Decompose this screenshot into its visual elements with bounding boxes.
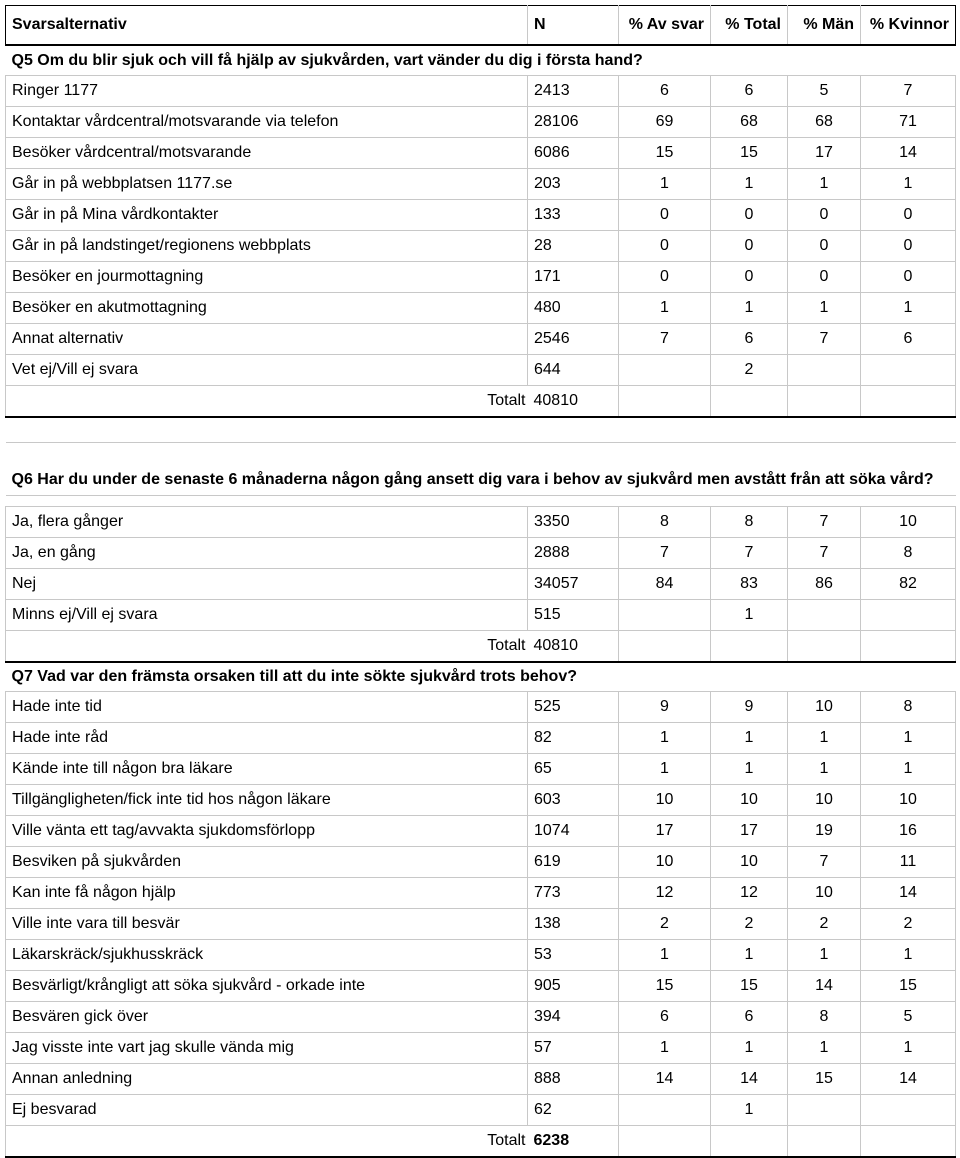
row-total: 6	[711, 76, 788, 107]
q6-total-empty-cell	[711, 631, 788, 663]
row-av-svar: 12	[619, 878, 711, 909]
q5-total-empty-cell	[788, 386, 861, 418]
row-n: 62	[528, 1095, 619, 1126]
row-n: 34057	[528, 569, 619, 600]
table-row	[6, 76, 956, 107]
row-kvinnor: 5	[861, 1002, 956, 1033]
q6-total-empty-cell	[861, 631, 956, 663]
row-total: 7	[711, 538, 788, 569]
row-kvinnor	[861, 1095, 956, 1126]
header-total: % Total	[711, 6, 788, 46]
row-total: 0	[711, 231, 788, 262]
row-man: 68	[788, 107, 861, 138]
row-n: 2546	[528, 324, 619, 355]
row-kvinnor: 1	[861, 169, 956, 200]
header-svarsalternativ: Svarsalternativ	[6, 6, 528, 46]
row-n: 171	[528, 262, 619, 293]
q5-total-empty-cell	[861, 386, 956, 418]
row-label: Går in på webbplatsen 1177.se	[6, 169, 528, 200]
row-av-svar: 8	[619, 507, 711, 538]
row-man: 1	[788, 1033, 861, 1064]
row-kvinnor: 0	[861, 200, 956, 231]
row-man	[788, 355, 861, 386]
row-label: Nej	[6, 569, 528, 600]
row-man: 0	[788, 262, 861, 293]
row-label: Kan inte få någon hjälp	[6, 878, 528, 909]
row-n: 57	[528, 1033, 619, 1064]
q7-total-label: Totalt	[6, 1126, 528, 1158]
row-man	[788, 600, 861, 631]
row-kvinnor: 15	[861, 971, 956, 1002]
row-n: 53	[528, 940, 619, 971]
row-n: 133	[528, 200, 619, 231]
row-av-svar: 7	[619, 538, 711, 569]
q5-total-value: 40810	[528, 386, 619, 418]
q7-total-empty-cell	[788, 1126, 861, 1158]
table-row	[6, 262, 956, 293]
row-total: 10	[711, 785, 788, 816]
row-label: Ej besvarad	[6, 1095, 528, 1126]
row-man: 1	[788, 940, 861, 971]
row-man: 7	[788, 507, 861, 538]
row-n: 525	[528, 692, 619, 723]
row-av-svar: 1	[619, 723, 711, 754]
row-man: 0	[788, 231, 861, 262]
row-label: Kontaktar vårdcentral/motsvarande via telefon	[6, 107, 528, 138]
row-kvinnor: 10	[861, 785, 956, 816]
row-kvinnor: 16	[861, 816, 956, 847]
row-av-svar: 7	[619, 324, 711, 355]
row-kvinnor: 14	[861, 878, 956, 909]
header-man: % Män	[788, 6, 861, 46]
row-av-svar: 10	[619, 847, 711, 878]
row-n: 203	[528, 169, 619, 200]
row-man: 7	[788, 538, 861, 569]
q5-total-empty-cell	[619, 386, 711, 418]
row-n: 138	[528, 909, 619, 940]
row-kvinnor: 10	[861, 507, 956, 538]
row-av-svar: 2	[619, 909, 711, 940]
table-row	[6, 723, 956, 754]
row-label: Hade inte tid	[6, 692, 528, 723]
q5-total-empty-cell	[711, 386, 788, 418]
q7-total-empty-cell	[861, 1126, 956, 1158]
row-n: 65	[528, 754, 619, 785]
row-av-svar: 69	[619, 107, 711, 138]
row-kvinnor: 1	[861, 723, 956, 754]
row-av-svar: 9	[619, 692, 711, 723]
row-kvinnor: 0	[861, 231, 956, 262]
row-label: Hade inte råd	[6, 723, 528, 754]
header-kvinnor: % Kvinnor	[861, 6, 956, 46]
row-man: 86	[788, 569, 861, 600]
row-av-svar: 10	[619, 785, 711, 816]
survey-results-table	[5, 5, 956, 1158]
row-label: Vet ej/Vill ej svara	[6, 355, 528, 386]
q6-total-value: 40810	[528, 631, 619, 663]
row-label: Besviken på sjukvården	[6, 847, 528, 878]
table-row	[6, 785, 956, 816]
survey-table-sheet	[5, 5, 955, 1158]
row-label: Ringer 1177	[6, 76, 528, 107]
q6-question-title: Q6 Har du under de senaste 6 månaderna någon gång ansett dig vara i behov av sjukvård men avstått från att söka vård?	[6, 443, 956, 496]
row-kvinnor: 1	[861, 293, 956, 324]
row-label: Jag visste inte vart jag skulle vända mig	[6, 1033, 528, 1064]
table-row	[6, 569, 956, 600]
q7-total-empty-cell	[619, 1126, 711, 1158]
q5-total-label: Totalt	[6, 386, 528, 418]
row-kvinnor: 6	[861, 324, 956, 355]
row-n: 6086	[528, 138, 619, 169]
row-kvinnor: 11	[861, 847, 956, 878]
row-av-svar: 6	[619, 1002, 711, 1033]
row-label: Går in på Mina vårdkontakter	[6, 200, 528, 231]
row-total: 1	[711, 723, 788, 754]
row-av-svar: 15	[619, 971, 711, 1002]
q6-spacer-row	[6, 496, 956, 507]
row-man: 10	[788, 785, 861, 816]
header-n: N	[528, 6, 619, 46]
row-av-svar: 0	[619, 200, 711, 231]
row-n: 515	[528, 600, 619, 631]
table-row	[6, 293, 956, 324]
row-total: 8	[711, 507, 788, 538]
row-n: 603	[528, 785, 619, 816]
row-total: 1	[711, 754, 788, 785]
table-row	[6, 169, 956, 200]
table-row	[6, 138, 956, 169]
table-row	[6, 909, 956, 940]
row-label: Kände inte till någon bra läkare	[6, 754, 528, 785]
row-kvinnor: 8	[861, 538, 956, 569]
row-total: 1	[711, 1095, 788, 1126]
table-row	[6, 847, 956, 878]
row-total: 1	[711, 169, 788, 200]
row-kvinnor	[861, 355, 956, 386]
row-total: 15	[711, 138, 788, 169]
table-row	[6, 355, 956, 386]
row-man: 14	[788, 971, 861, 1002]
row-label: Besöker en akutmottagning	[6, 293, 528, 324]
row-av-svar: 1	[619, 1033, 711, 1064]
row-av-svar: 17	[619, 816, 711, 847]
row-total: 83	[711, 569, 788, 600]
header-row	[6, 6, 956, 46]
row-label: Ville inte vara till besvär	[6, 909, 528, 940]
row-total: 2	[711, 909, 788, 940]
row-kvinnor: 1	[861, 754, 956, 785]
row-n: 28106	[528, 107, 619, 138]
row-kvinnor: 14	[861, 1064, 956, 1095]
row-kvinnor: 8	[861, 692, 956, 723]
table-row	[6, 200, 956, 231]
row-kvinnor: 82	[861, 569, 956, 600]
row-man: 1	[788, 169, 861, 200]
row-label: Annat alternativ	[6, 324, 528, 355]
row-label: Tillgängligheten/fick inte tid hos någon läkare	[6, 785, 528, 816]
row-av-svar	[619, 355, 711, 386]
row-label: Besöker en jourmottagning	[6, 262, 528, 293]
row-n: 1074	[528, 816, 619, 847]
row-n: 480	[528, 293, 619, 324]
row-kvinnor: 71	[861, 107, 956, 138]
row-n: 2888	[528, 538, 619, 569]
row-kvinnor: 7	[861, 76, 956, 107]
row-total: 1	[711, 1033, 788, 1064]
row-n: 394	[528, 1002, 619, 1033]
row-av-svar: 6	[619, 76, 711, 107]
q6-total-label: Totalt	[6, 631, 528, 663]
row-total: 1	[711, 940, 788, 971]
row-n: 905	[528, 971, 619, 1002]
q5-total-row	[6, 386, 956, 418]
row-av-svar: 0	[619, 231, 711, 262]
row-man: 7	[788, 847, 861, 878]
row-man: 10	[788, 878, 861, 909]
table-row	[6, 1033, 956, 1064]
section-gap-cell	[6, 417, 956, 443]
q7-total-row	[6, 1126, 956, 1158]
row-total: 6	[711, 1002, 788, 1033]
row-man: 1	[788, 723, 861, 754]
q5-question-row	[6, 45, 956, 76]
row-av-svar: 0	[619, 262, 711, 293]
row-man: 5	[788, 76, 861, 107]
row-man: 7	[788, 324, 861, 355]
row-av-svar: 1	[619, 169, 711, 200]
row-total: 9	[711, 692, 788, 723]
row-av-svar: 1	[619, 293, 711, 324]
row-kvinnor: 14	[861, 138, 956, 169]
q6-total-row	[6, 631, 956, 663]
row-kvinnor: 1	[861, 1033, 956, 1064]
table-row	[6, 1064, 956, 1095]
row-man: 19	[788, 816, 861, 847]
table-row	[6, 816, 956, 847]
row-man: 1	[788, 293, 861, 324]
q6-question-row	[6, 443, 956, 496]
row-total: 10	[711, 847, 788, 878]
table-row	[6, 600, 956, 631]
q6-total-empty-cell	[788, 631, 861, 663]
table-row	[6, 754, 956, 785]
row-label: Läkarskräck/sjukhusskräck	[6, 940, 528, 971]
row-n: 28	[528, 231, 619, 262]
row-man: 0	[788, 200, 861, 231]
table-row	[6, 1095, 956, 1126]
q7-question-row	[6, 662, 956, 692]
table-row	[6, 324, 956, 355]
header-av-svar: % Av svar	[619, 6, 711, 46]
row-total: 1	[711, 600, 788, 631]
row-n: 82	[528, 723, 619, 754]
row-total: 12	[711, 878, 788, 909]
row-label: Ja, flera gånger	[6, 507, 528, 538]
row-av-svar: 14	[619, 1064, 711, 1095]
table-row	[6, 878, 956, 909]
row-kvinnor	[861, 600, 956, 631]
row-label: Annan anledning	[6, 1064, 528, 1095]
row-label: Går in på landstinget/regionens webbplats	[6, 231, 528, 262]
row-man: 8	[788, 1002, 861, 1033]
row-man	[788, 1095, 861, 1126]
row-label: Besöker vårdcentral/motsvarande	[6, 138, 528, 169]
row-total: 6	[711, 324, 788, 355]
table-row	[6, 538, 956, 569]
q7-total-empty-cell	[711, 1126, 788, 1158]
row-av-svar	[619, 600, 711, 631]
q6-spacer-cell	[6, 496, 956, 507]
row-label: Besvären gick över	[6, 1002, 528, 1033]
row-av-svar: 1	[619, 940, 711, 971]
row-man: 2	[788, 909, 861, 940]
row-total: 15	[711, 971, 788, 1002]
row-man: 10	[788, 692, 861, 723]
row-av-svar: 84	[619, 569, 711, 600]
row-av-svar: 1	[619, 754, 711, 785]
row-man: 15	[788, 1064, 861, 1095]
row-n: 773	[528, 878, 619, 909]
row-total: 1	[711, 293, 788, 324]
row-av-svar	[619, 1095, 711, 1126]
row-kvinnor: 1	[861, 940, 956, 971]
section-gap-row	[6, 417, 956, 443]
row-label: Minns ej/Vill ej svara	[6, 600, 528, 631]
table-row	[6, 1002, 956, 1033]
row-n: 3350	[528, 507, 619, 538]
row-man: 1	[788, 754, 861, 785]
row-total: 0	[711, 262, 788, 293]
row-n: 888	[528, 1064, 619, 1095]
q7-question-title: Q7 Vad var den främsta orsaken till att du inte sökte sjukvård trots behov?	[6, 662, 956, 692]
row-label: Ville vänta ett tag/avvakta sjukdomsförlopp	[6, 816, 528, 847]
row-label: Besvärligt/krångligt att söka sjukvård - orkade inte	[6, 971, 528, 1002]
table-row	[6, 507, 956, 538]
table-row	[6, 231, 956, 262]
table-row	[6, 971, 956, 1002]
row-total: 17	[711, 816, 788, 847]
row-man: 17	[788, 138, 861, 169]
row-total: 14	[711, 1064, 788, 1095]
row-total: 2	[711, 355, 788, 386]
row-kvinnor: 0	[861, 262, 956, 293]
row-n: 619	[528, 847, 619, 878]
q6-total-empty-cell	[619, 631, 711, 663]
row-av-svar: 15	[619, 138, 711, 169]
row-n: 2413	[528, 76, 619, 107]
row-total: 0	[711, 200, 788, 231]
table-row	[6, 940, 956, 971]
q5-question-title: Q5 Om du blir sjuk och vill få hjälp av sjukvården, vart vänder du dig i första hand?	[6, 45, 956, 76]
table-row	[6, 107, 956, 138]
q7-total-value: 6238	[528, 1126, 619, 1158]
row-label: Ja, en gång	[6, 538, 528, 569]
table-row	[6, 692, 956, 723]
row-total: 68	[711, 107, 788, 138]
row-n: 644	[528, 355, 619, 386]
row-kvinnor: 2	[861, 909, 956, 940]
